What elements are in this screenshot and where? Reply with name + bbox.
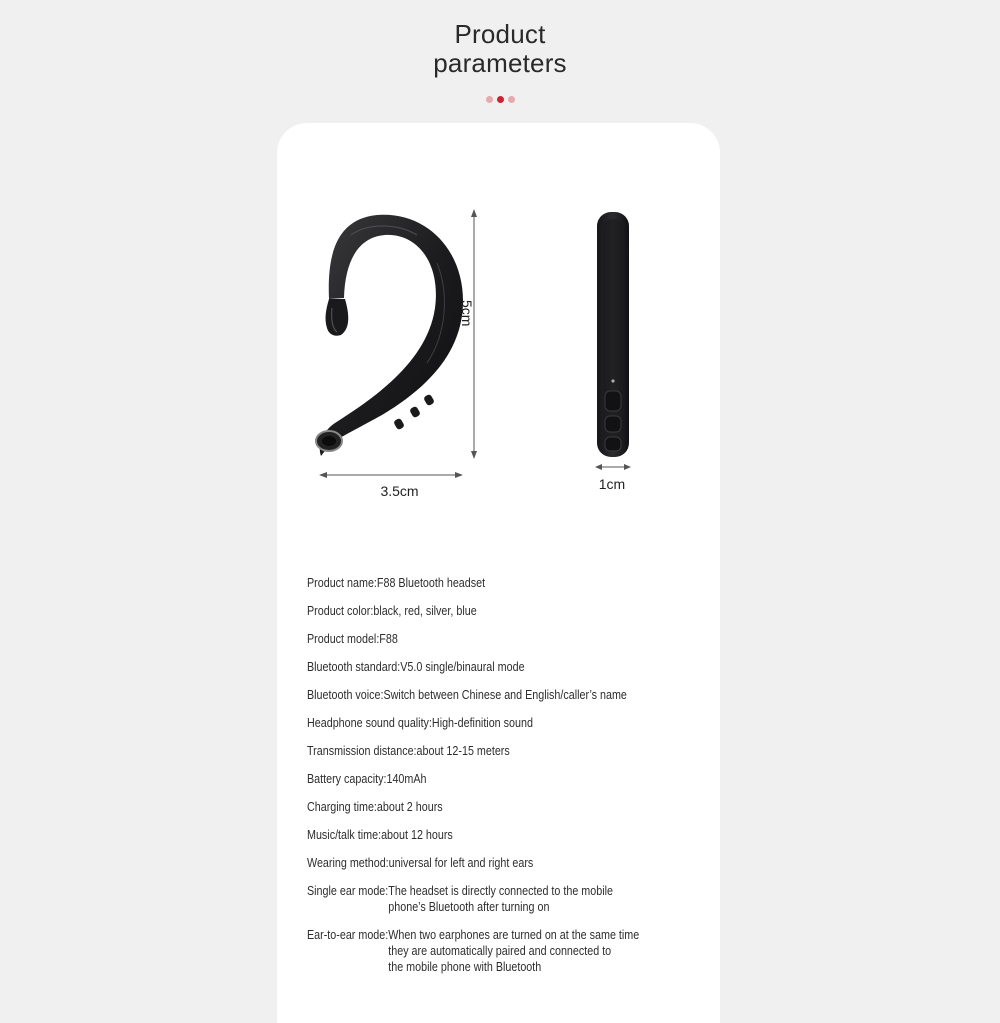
spec-row [307, 855, 651, 883]
parameters-card [277, 123, 720, 1023]
spec-value: black, red, silver, blue [373, 604, 477, 618]
spec-key: Transmission distance: [307, 744, 417, 758]
title-line-2: parameters [433, 48, 567, 78]
spec-row [307, 715, 651, 743]
spec-value: about 12-15 meters [416, 744, 510, 758]
width-label: 3.5cm [380, 483, 419, 499]
height-label: 5cm [459, 300, 475, 327]
spec-row [307, 603, 651, 631]
spec-key: Bluetooth voice: [307, 688, 384, 702]
spec-value-line: phone’s Bluetooth after turning on [388, 900, 550, 914]
spec-value: V5.0 single/binaural mode [400, 660, 525, 674]
spec-key: Music/talk time: [307, 828, 382, 842]
spec-key: Wearing method: [307, 856, 389, 870]
spec-value-lines [388, 883, 613, 915]
spec-key: Headphone sound quality: [307, 716, 432, 730]
spec-key: Battery capacity: [307, 772, 387, 786]
spec-value: about 2 hours [376, 800, 443, 814]
spec-row [307, 687, 651, 715]
spec-value: High-definition sound [431, 716, 533, 730]
spec-value: about 12 hours [381, 828, 453, 842]
spec-value-line: the mobile phone with Bluetooth [388, 960, 542, 974]
spec-value-line: The headset is directly connected to the mobile [388, 884, 613, 898]
title-line-1: Product [454, 19, 546, 49]
spec-value: F88 Bluetooth headset [376, 576, 486, 590]
spec-value: 140mAh [386, 772, 427, 786]
spec-row [307, 743, 651, 771]
height-dimension-arrow [471, 209, 477, 459]
spec-value-line: they are automatically paired and connected to [388, 944, 612, 958]
earphone-front-view [316, 209, 463, 457]
dot-left [486, 96, 493, 103]
spec-row [307, 827, 651, 855]
spec-value: F88 [379, 632, 398, 646]
decorative-dots [486, 96, 516, 104]
spec-row [307, 631, 651, 659]
spec-key: Bluetooth standard: [307, 660, 401, 674]
spec-key: Single ear mode: [307, 884, 389, 898]
spec-key: Ear-to-ear mode: [307, 928, 389, 942]
width-dimension-arrow [319, 472, 463, 478]
page-title [0, 20, 1000, 78]
spec-key: Product color: [307, 604, 374, 618]
spec-row [307, 799, 651, 827]
earphone-side-view [597, 212, 629, 457]
spec-key: Product model: [307, 632, 380, 646]
thickness-dimension-arrow [595, 464, 631, 470]
thickness-label: 1cm [598, 476, 626, 492]
spec-row-multiline [307, 883, 651, 915]
spec-list [307, 575, 651, 987]
spec-row [307, 771, 651, 799]
product-dimension-figure [277, 123, 720, 643]
spec-value: universal for left and right ears [388, 856, 534, 870]
dot-middle [497, 96, 504, 103]
dot-right [508, 96, 515, 103]
spec-row-multiline [307, 927, 651, 975]
spec-key: Charging time: [307, 800, 377, 814]
spec-row [307, 659, 651, 687]
spec-key: Product name: [307, 576, 377, 590]
spec-row [307, 575, 651, 603]
spec-value-line: When two earphones are turned on at the same time [388, 928, 640, 942]
spec-value-lines [388, 927, 639, 975]
spec-value: Switch between Chinese and English/caller’s name [383, 688, 627, 702]
